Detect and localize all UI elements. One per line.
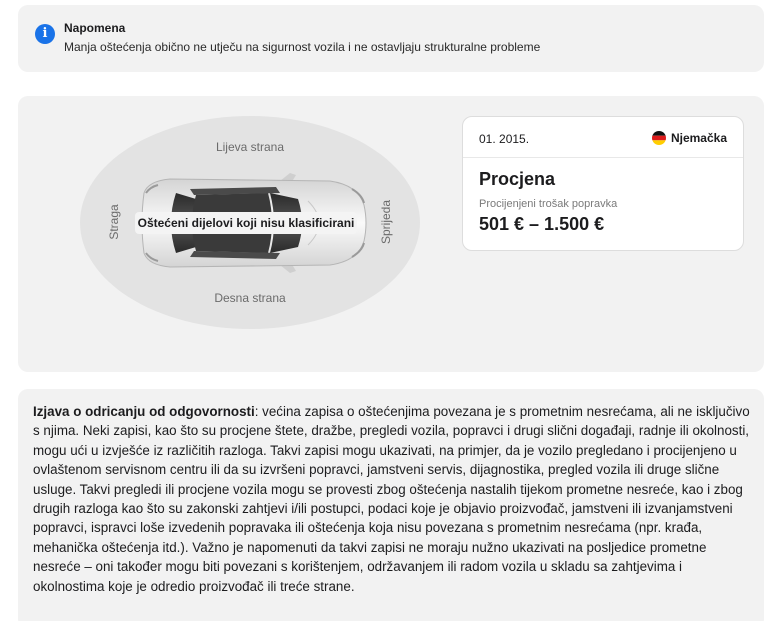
label-right-side: Desna strana: [214, 291, 286, 305]
disclaimer-text: [33, 402, 753, 596]
label-front: Sprijeda: [379, 199, 393, 245]
label-rear: Straga: [107, 204, 121, 240]
note-title: Napomena: [64, 21, 126, 35]
estimate-card: [462, 116, 744, 251]
note-text: Manja oštećenja obično ne utječu na sigurnost vozila i ne ostavljaju strukturalne probleme: [64, 40, 541, 54]
country-name: Njemačka: [670, 131, 727, 145]
estimate-price: 501 € – 1.500 €: [479, 214, 605, 234]
note-banner: [18, 5, 764, 72]
estimate-title: Procjena: [479, 169, 556, 189]
germany-flag-icon: [652, 131, 666, 145]
car-diagram: [80, 116, 420, 329]
disclaimer-box: [18, 389, 764, 621]
estimate-date: 01. 2015.: [479, 132, 530, 146]
card-divider: [463, 157, 743, 158]
info-icon: i: [35, 24, 55, 44]
estimate-country: [652, 131, 727, 145]
label-left-side: Lijeva strana: [215, 140, 285, 154]
disclaimer-title: Izjava o odricanju od odgovornosti: [33, 404, 255, 419]
disclaimer-body: : većina zapisa o oštećenjima povezana je s prometnim nesrećama, ali ne isključivo s njima. Neki zapisi, kao što su procjene štete, dražbe, pregledi vozila, popravci i drugi slični događaji, radnje ili okolnosti, mogu ući u izvješće iz različitih razloga. Takvi zapisi mogu ukazivati, na primjer, da je vozilo pregledano i procijenjeno u ovlaštenom servisnom centru ili da su izvršeni popravci, jamstveni servis, dijagnostika, pregled vozila ili druge slične usluge. Takvi pregledi ili procjene vozila mogu se provesti zbog oštećenja nastalih tijekom prometne nesreće, kao i zbog drugih razloga kao što su zakonski zahtjevi i/ili postupci, podaci koje je objavio proizvođač, jamstveni ili izvanjamstveni popravci, ispravci loše izvedenih popravaka ili oštećenja koja nisu povezana s prometnim nesrećama (npr. krađa, mehanička oštećenja itd.). Važno je napomenuti da takvi zapisi ne moraju nužno ukazivati na posljedice prometne nesreće – oni također mogu biti povezani s korištenjem, održavanjem ili radom vozila u skladu sa zahtjevima i okolnostima koje je odredio proizvođač ili treće strane.: [33, 404, 750, 594]
damage-panel: [18, 96, 764, 372]
damage-label: Oštećeni dijelovi koji nisu klasificirani: [135, 212, 357, 234]
estimate-subtitle: Procijenjeni trošak popravka: [479, 198, 618, 210]
